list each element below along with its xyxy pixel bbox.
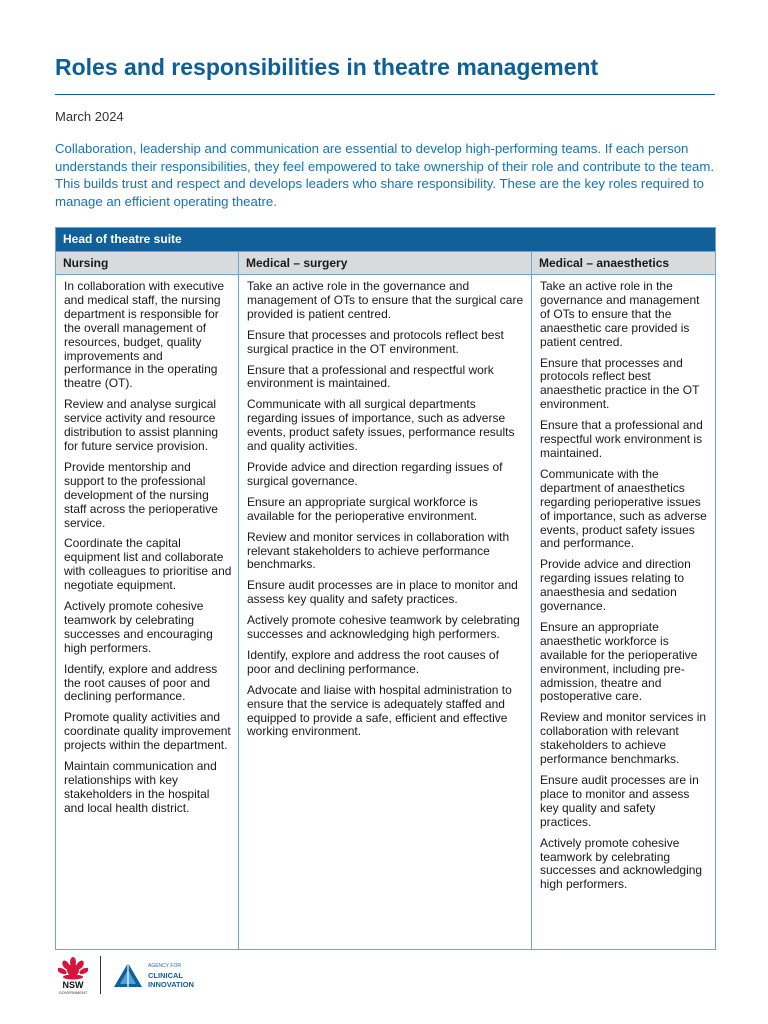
responsibility-item: In collaboration with executive and medical staff, the nursing department is responsible for the overall management of resources, budget, quality improvements and performance in the operating theatre (OT).	[64, 279, 225, 391]
title-rule	[55, 94, 715, 95]
column-header-surgery: Medical – surgery	[239, 252, 532, 274]
responsibility-item: Take an active role in the governance and management of OTs to ensure that the anaesthetic care provided is patient centred.	[540, 279, 700, 349]
aci-logo	[113, 962, 194, 989]
aci-line-2: INNOVATION	[148, 979, 194, 989]
columns-body	[56, 274, 715, 949]
nursing-column	[56, 275, 239, 949]
surgery-column	[239, 275, 532, 949]
responsibility-item: Identify, explore and address the root causes of poor and declining performance.	[247, 647, 499, 676]
aci-small-text: AGENCY FOR	[148, 962, 181, 969]
responsibility-item: Actively promote cohesive teamwork by celebrating successes and encouraging high performers.	[64, 599, 213, 655]
responsibility-item: Ensure that processes and protocols reflect best surgical practice in the OT environment.	[247, 327, 504, 356]
page-title: Roles and responsibilities in theatre management	[55, 54, 599, 80]
intro-paragraph: Collaboration, leadership and communication are essential to develop high-performing teams. If each person understands their responsibilities, they feel empowered to take ownership of their role and contribute to the team. This builds trust and respect and develops leaders who share responsibility. These are the key roles required to manage an efficient operating theatre.	[55, 141, 715, 209]
responsibility-item: Ensure an appropriate surgical workforce is available for the perioperative environment.	[247, 494, 478, 523]
responsibility-item: Actively promote cohesive teamwork by celebrating successes and acknowledging high performers.	[247, 613, 520, 642]
table-heading: Head of theatre suite	[56, 228, 715, 251]
responsibility-item: Provide mentorship and support to the professional development of the nursing staff across the perioperative service.	[64, 459, 218, 530]
aci-triangle-icon	[113, 962, 143, 988]
responsibility-item: Maintain communication and relationships with key stakeholders in the hospital and local health district.	[64, 759, 217, 815]
responsibility-item: Actively promote cohesive teamwork by celebrating successes and acknowledging high performers.	[540, 835, 703, 892]
logo-divider	[100, 956, 101, 994]
responsibility-item: Ensure an appropriate anaesthetic workforce is available for the perioperative environment, including pre-admission, theatre and postoperative care.	[540, 619, 698, 704]
roles-table	[55, 227, 716, 950]
aci-line-1: CLINICAL	[148, 970, 183, 980]
anaesthetics-column	[532, 275, 715, 949]
responsibility-item: Review and analyse surgical service activity and resource distribution to assist planning for future service provision.	[64, 397, 219, 453]
responsibility-item: Communicate with the department of anaesthetics regarding perioperative issues of importance, such as adverse events, product safety issues and performance.	[540, 466, 707, 551]
column-header-anaesthetics: Medical – anaesthetics	[539, 256, 670, 270]
responsibility-item: Communicate with all surgical departments regarding issues of importance, such as adverse events, product safety issues, performance results and quality activities.	[247, 397, 515, 454]
responsibility-item: Advocate and liaise with hospital administration to ensure that the service is adequately staffed and equipped to provide a safe, efficient and effective working environment.	[247, 682, 512, 739]
responsibility-item: Ensure audit processes are in place to monitor and assess key quality and safety practices.	[540, 773, 699, 829]
responsibility-item: Identify, explore and address the root causes of poor and declining performance.	[64, 661, 218, 704]
responsibility-item: Ensure that processes and protocols reflect best anaesthetic practice in the OT environment.	[540, 355, 700, 412]
column-headers	[56, 251, 715, 274]
responsibility-item: Ensure that a professional and respectful work environment is maintained.	[247, 362, 494, 391]
responsibility-item: Promote quality activities and coordinate quality improvement projects within the department.	[64, 710, 231, 753]
responsibility-item: Coordinate the capital equipment list and collaborate with colleagues to prioritise and negotiate equipment.	[64, 536, 232, 593]
responsibility-item: Take an active role in the governance and management of OTs to ensure that the surgical care provided is patient centred.	[247, 279, 524, 321]
responsibility-item: Ensure audit processes are in place to monitor and assess key quality and safety practices.	[247, 578, 518, 607]
nsw-logo-subtext: GOVERNMENT	[58, 989, 88, 995]
publication-date: March 2024	[55, 109, 124, 124]
waratah-icon	[58, 956, 88, 980]
responsibility-item: Ensure that a professional and respectful work environment is maintained.	[540, 418, 703, 460]
column-header-nursing: Nursing	[56, 252, 239, 274]
footer-logos	[54, 954, 194, 996]
nsw-logo-text: NSW	[62, 979, 84, 990]
responsibility-item: Provide advice and direction regarding issues of surgical governance.	[247, 459, 503, 488]
responsibility-item: Review and monitor services in collaboration with relevant stakeholders to achieve performance benchmarks.	[540, 710, 707, 767]
aci-logo-text	[148, 962, 194, 989]
responsibility-item: Review and monitor services in collaboration with relevant stakeholders to achieve performance benchmarks.	[247, 529, 510, 572]
nsw-government-logo	[54, 956, 92, 995]
responsibility-item: Provide advice and direction regarding issues relating to anaesthesia and sedation governance.	[540, 557, 691, 614]
